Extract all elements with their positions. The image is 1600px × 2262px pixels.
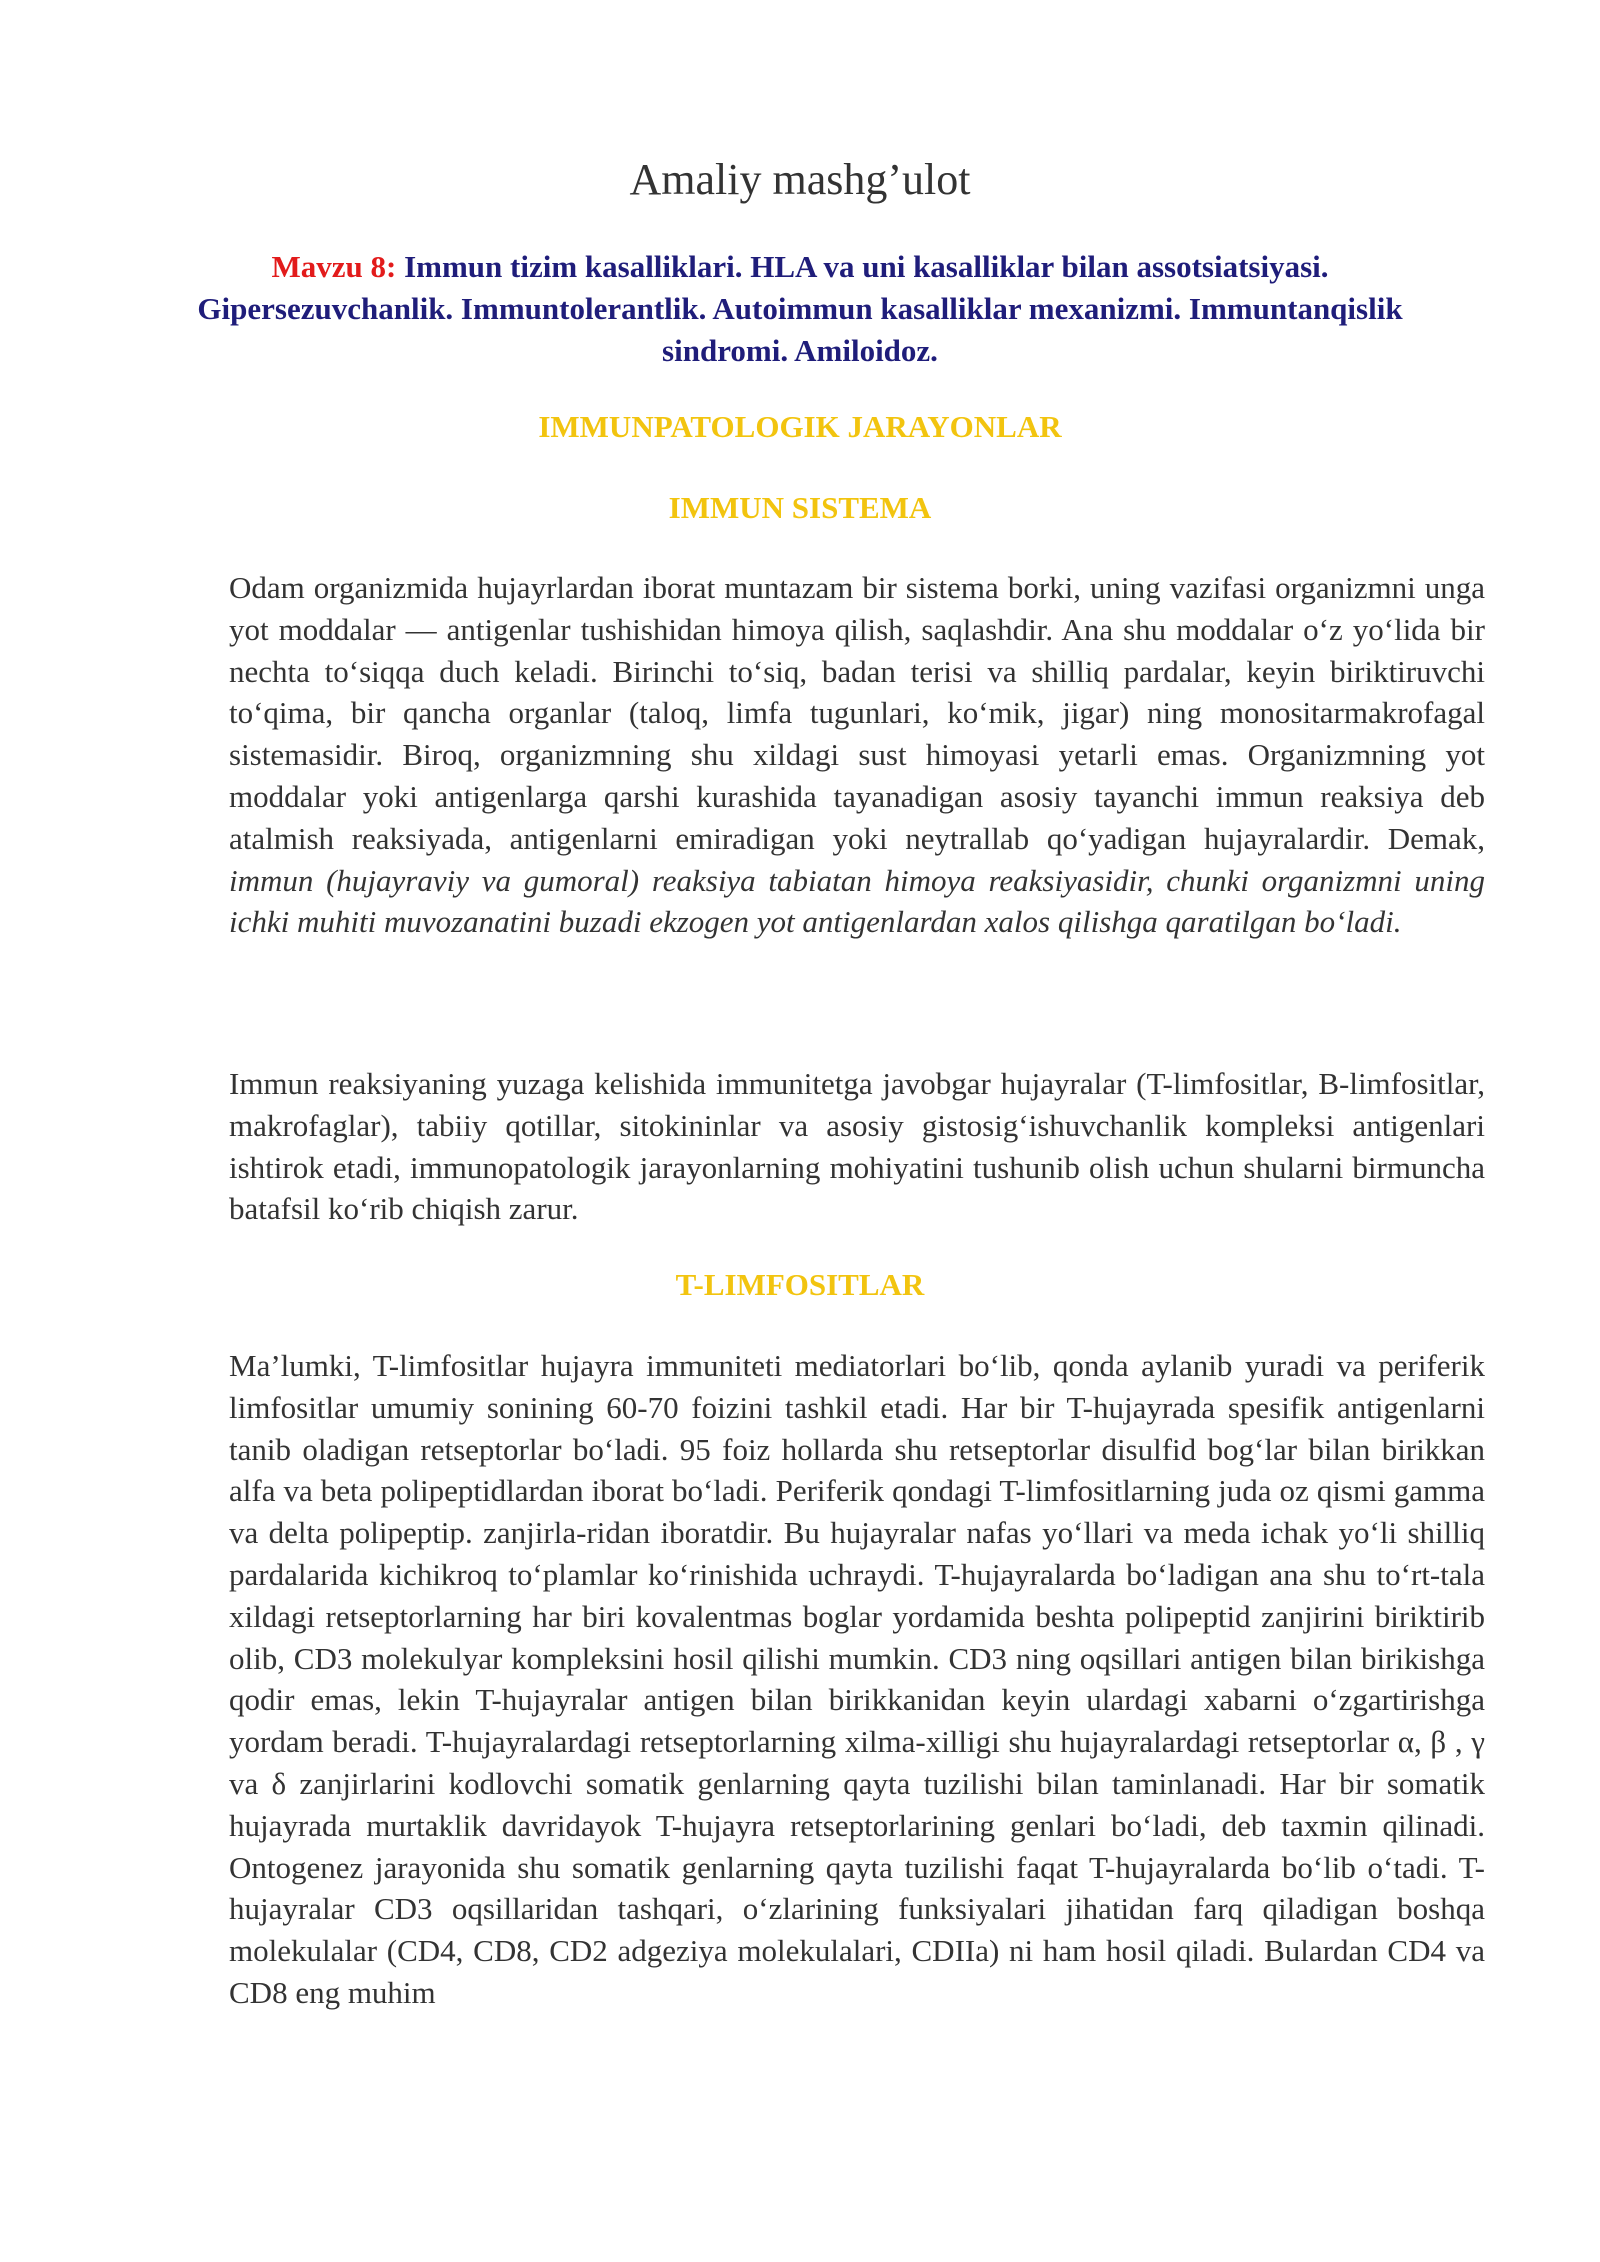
paragraph-1-italic: immun (hujayraviy va gumoral) reaksiya tabiatan himoya reaksiyasidir, chunki organizmni uning ichki muhiti muvozanatini buzadi ekzogen yot antigenlardan xalos qilishga qaratilgan boʻladi. [229,862,1485,940]
paragraph-t-limfositlar: Ma’lumki, T-limfositlar hujayra immuniteti mediatorlari boʻlib, qonda aylanib yuradi va periferik limfositlar umumiy sonining 60-70 foizini tashkil etadi. Har bir T-hujayrada spesifik antigenlarni tanib oladigan retseptorlar boʻladi. 95 foiz hollarda shu retseptorlar disulfid bogʻlar bilan birikkan alfa va beta polipeptidlardan iborat boʻladi. Periferik qondagi T-limfositlarning juda oz qismi gamma va delta polipeptip. zanjirla-ridan iboratdir. Bu hujayralar nafas yoʻllari va meda ichak yoʻli shilliq pardalarida kichikroq toʻplamlar koʻrinishida uchraydi. T-hujayralarda boʻladigan ana shu toʻrt-tala xildagi retseptorlarning har biri kovalentmas boglar yordamida beshta polipeptid zanjirini biriktirib olib, CD3 molekulyar kompleksini hosil qilishi mumkin. CD3 ning oqsillari antigen bilan birikishga qodir emas, lekin T-hujayralar antigen bilan birikkanidan keyin ulardagi xabarni oʻzgartirishga yordam beradi. T-hujayralardagi retseptorlarning xilma-xilligi shu hujayralardagi retseptorlar α, β , γ va δ zanjirlarini kodlovchi somatik genlarning qayta tuzilishi bilan taminlanadi. Har bir somatik hujayrada murtaklik davridayok T-hujayra retseptorlarining genlari boʻladi, deb taxmin qilinadi. Ontogenez jarayonida shu somatik genlarning qayta tuzilishi faqat T-hujayralarda boʻlib oʻtadi. T-hujayralar CD3 oqsillaridan tashqari, oʻzlarining funksiyalari jihatidan farq qiladigan boshqa molekulalar (CD4, CD8, CD2 adgeziya molekulalari, CDIIa) ni ham hosil qiladi. Bulardan CD4 va CD8 eng muhim [229,1348,1485,2010]
topic-block [180,246,1420,372]
topic-text: Immun tizim kasalliklari. HLA va uni kasalliklar bilan assotsiatsiyasi. Gipersezuvchanlik. Immuntolerantlik. Autoimmun kasalliklar mexanizmi. Immuntanqislik sindromi. Amiloidoz. [197,249,1403,368]
paragraph-immun-sistema [229,567,1485,943]
section-heading: IMMUNPATOLOGIK JARAYONLAR [538,409,1062,444]
document-title: Amaliy mashg’ulot [629,155,971,204]
paragraph-1-text: Odam organizmida hujayrlardan iborat muntazam bir sistema borki, uning vazifasi organizmni unga yot moddalar — antigenlar tushishidan himoya qilish, saqlashdir. Ana shu moddalar oʻz yoʻlida bir nechta toʻsiqqa duch keladi. Birinchi toʻsiq, badan terisi va shilliq pardalar, keyin biriktiruvchi toʻqima, bir qancha organlar (taloq, limfa tugunlari, koʻmik, jigar) ning monositarmakrofagal sistemasidir. Biroq, organizmning shu xildagi sust himoyasi yetarli emas. Organizmning yot moddalar yoki antigenlarga qarshi kurashida tayanadigan asosiy tayanchi immun reaksiya deb atalmish reaksiyada, antigenlarni emiradigan yoki neytrallab qoʻyadigan hujayralardir. Demak, [229,570,1485,856]
subsection-heading-t-limfositlar: T-LIMFOSITLAR [675,1267,925,1302]
subsection-heading-immun-sistema: IMMUN SISTEMA [668,490,932,525]
topic-label: Mavzu 8: [271,249,397,284]
paragraph-immun-reaksiya: Immun reaksiyaning yuzaga kelishida immunitetga javobgar hujayralar (T-limfositlar, B-limfositlar, makrofaglar), tabiiy qotillar, sitokininlar va asosiy gistosigʻishuvchanlik kompleksi antigenlari ishtirok etadi, immunopatologik jarayonlarning mohiyatini tushunib olish uchun shularni birmuncha batafsil koʻrib chiqish zarur. [229,1066,1485,1227]
